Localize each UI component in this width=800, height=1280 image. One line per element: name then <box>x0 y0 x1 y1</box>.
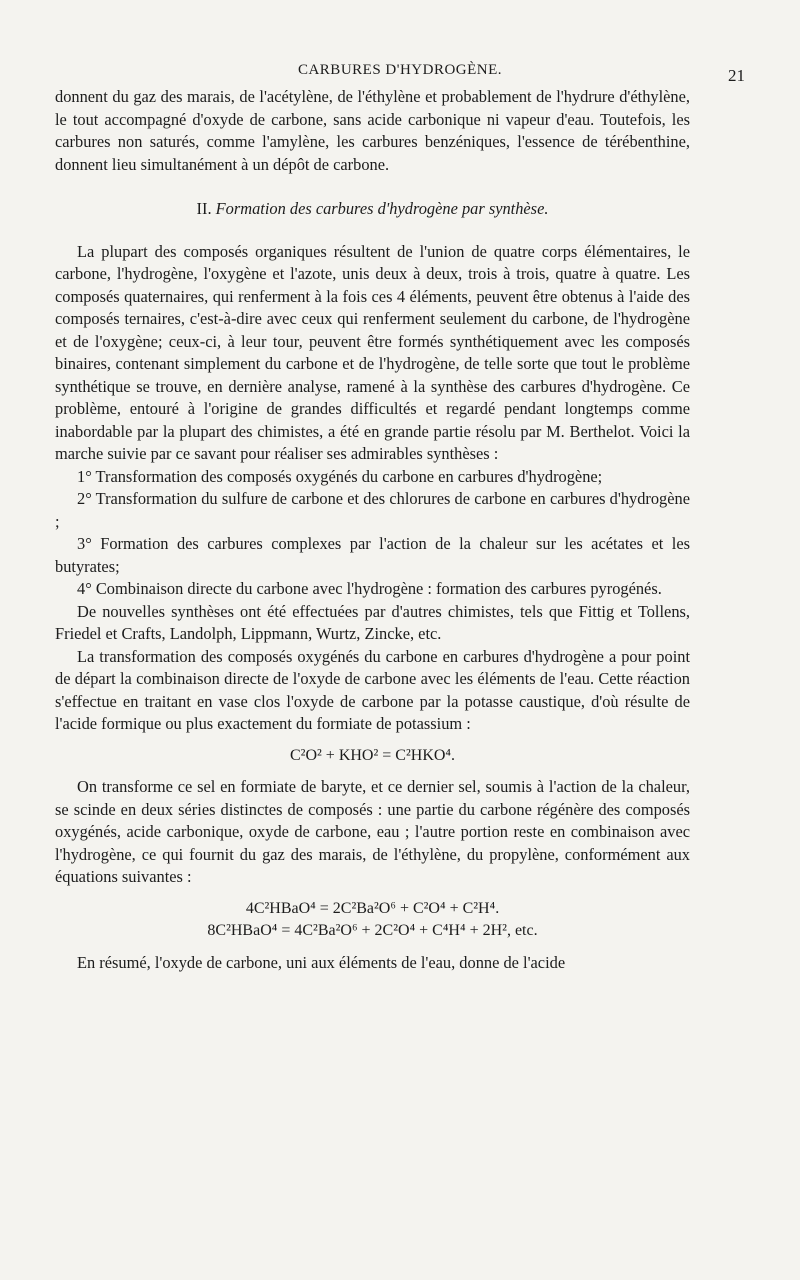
equation-formiate <box>55 745 690 768</box>
paragraph-transformation: La transformation des composés oxygénés du carbone en carbures d'hydrogène a pour point de départ la combinaison directe de l'oxyde de carbone avec les éléments de l'eau. Cette réaction s'effectue en traitant en vase clos l'oxyde de carbone par la potasse caustique, d'où résulte de l'acide formique ou plus exactement du formiate de potassium : <box>55 646 690 733</box>
paragraph-intro: La plupart des composés organiques résultent de l'union de quatre corps élémentaires, le carbone, l'hydrogène, l'oxygène et l'azote, unis deux à deux, trois à trois, quatre à quatre. Les composés quaternaires, qui renferment à la fois ces 4 éléments, peuvent être obtenus à l'aide des composés ternaires, c'est-à-dire avec ceux qui renferment seulement du carbone, de l'hydrogène et de l'oxygène; ceux-ci, à leur tour, peuvent être formés synthétiquement avec les composés binaires, contenant simplement du carbone et de l'hydrogène, de telle sorte que tout le problème synthétique se trouve, en dernière analyse, ramené à la synthèse des carbures d'hydrogène. Ce problème, entouré à l'origine de grandes difficultés et regardé pendant longtemps comme inabordable par la plupart des chimistes, a été en grande partie résolu par M. Berthelot. Voici la marche suivie par ce savant pour réaliser ses admirables synthèses : <box>55 241 690 463</box>
page-body <box>55 86 690 974</box>
paragraph-other-chemists: De nouvelles synthèses ont été effectuées par d'autres chimistes, tels que Fittig et Tollens, Friedel et Crafts, Landolph, Lippmann, Wurtz, Zincke, etc. <box>55 601 690 643</box>
list-item-2: 2° Transformation du sulfure de carbone et des chlorures de carbone en carbures d'hydrogène ; <box>55 489 690 531</box>
equation-line: C²O² + KHO² = C²HKO⁴. <box>289 746 456 764</box>
list-item-3: 3° Formation des carbures complexes par l'action de la chaleur sur les acétates et les butyrates; <box>55 534 690 576</box>
equation-line: 4C²HBaO⁴ = 2C²Ba²O⁶ + C²O⁴ + C²H⁴. <box>245 899 500 917</box>
paragraph-summary: En résumé, l'oxyde de carbone, uni aux éléments de l'eau, donne de l'acide <box>77 952 566 972</box>
section-heading <box>55 198 690 221</box>
paragraph-continuation: donnent du gaz des marais, de l'acétylène, de l'éthylène et probablement de l'hydrure d'éthylène, le tout accompagné d'oxyde de carbone, sans acide carbonique ni vapeur d'eau. Toutefois, les carbures non saturés, comme l'amylène, les carbures benzéniques, l'essence de térébenthine, donnent lieu simultanément à un dépôt de carbone. <box>55 87 690 174</box>
page-header <box>55 62 745 86</box>
section-number: II. <box>196 199 212 218</box>
equation-block <box>55 898 690 943</box>
running-title: CARBURES D'HYDROGÈNE. <box>297 62 503 78</box>
equation-line: 8C²HBaO⁴ = 4C²Ba²O⁶ + 2C²O⁴ + C⁴H⁴ + 2H², etc. <box>207 922 538 939</box>
list-item-4: 4° Combinaison directe du carbone avec l'hydrogène : formation des carbures pyrogénés. <box>77 579 662 598</box>
page-number: 21 <box>728 66 745 85</box>
section-title: Formation des carbures d'hydrogène par synthèse. <box>215 199 549 218</box>
paragraph-baryte: On transforme ce sel en formiate de baryte, et ce dernier sel, soumis à l'action de la chaleur, se scinde en deux séries distinctes de composés : une partie du carbone régénère des composés oxygénés, acide carbonique, oxyde de carbone, eau ; l'autre portion reste en combinaison avec l'hydrogène, ce qui fournit du gaz des marais, de l'éthylène, du propylène, conformément aux équations suivantes : <box>55 777 690 886</box>
list-item-1: 1° Transformation des composés oxygénés du carbone en carbures d'hydrogène; <box>77 466 603 486</box>
